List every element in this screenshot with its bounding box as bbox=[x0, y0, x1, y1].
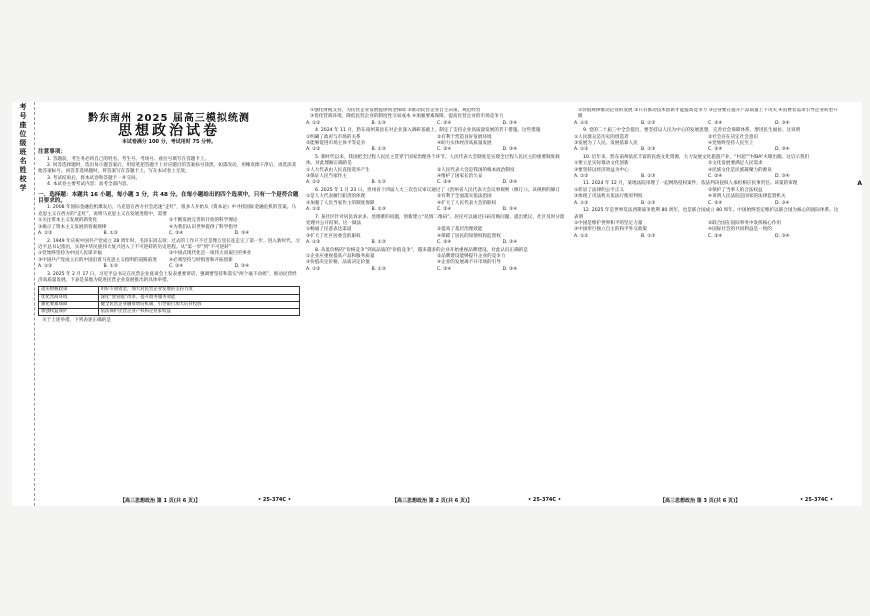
page-footer: 【高三思想政治 第 3 页(共 6 页)】 bbox=[660, 498, 741, 504]
page-code: • 25-374C • bbox=[528, 497, 562, 503]
option: ①人大代表由人民直接选举产生 bbox=[306, 167, 370, 173]
subject-title: 思想政治试卷 bbox=[118, 123, 220, 140]
question-stem: 9. 党的二十届三中全会提出，要坚持以人民为中心的发展思想，完善社会保障体系，增进民生福祉。这说明 bbox=[583, 128, 801, 134]
question-stem: 11. 2024 年 12 月，某地法院审理了一起网络侵权案件，依法判决侵权人承担相应民事责任。该案的审理 bbox=[583, 181, 798, 187]
gutter-char: 班 bbox=[19, 148, 27, 156]
gutter-char: 学 bbox=[19, 184, 27, 192]
answer-choice: D. ③④ bbox=[502, 266, 518, 272]
page-2-column bbox=[306, 108, 568, 496]
gutter-char: 姓 bbox=[19, 166, 27, 174]
page-1-column bbox=[38, 108, 300, 496]
option: ②品牌建设能够提升企业的竞争力 bbox=[437, 253, 506, 259]
page-footer: 【高三思想政治 第 2 页(共 6 页)】 bbox=[392, 498, 473, 504]
option: ①党始终坚持为中国人民谋幸福 bbox=[38, 251, 102, 257]
answer-choice: D. ③④ bbox=[775, 233, 790, 239]
answer-choice: B. ①③ bbox=[641, 174, 656, 180]
table-cell: 优化营商环境 bbox=[39, 294, 99, 301]
answer-choice: A. ①② bbox=[574, 200, 589, 206]
option: ②社会存在决定社会意识 bbox=[708, 134, 759, 140]
answer-choice: C. ②④ bbox=[708, 200, 723, 206]
question bbox=[306, 128, 568, 154]
measures-table bbox=[38, 286, 300, 316]
question-stem: 3. 2025 年 2 月 17 日，习近平总书记在民营企业座谈会上发表重要讲话，强调要坚持和落实“两个毫不动摇”，推动民营经济高质量发展。下表是某地为促进民营企业发展推出的具体举措。 bbox=[38, 271, 297, 283]
table-cell: 健全民营企业融资增信机制，引导银行加大信贷投放 bbox=[98, 301, 299, 308]
option: ④维护了国家长治久安 bbox=[437, 174, 483, 180]
option: ④国际社会的共同利益是一致的 bbox=[708, 227, 772, 233]
option: ④保障了居民的知情权和监督权 bbox=[437, 233, 501, 239]
notice-item: 3. 考试结束后，将本试卷和答题卡一并交回。 bbox=[47, 175, 141, 181]
answer-choice: D. ③④ bbox=[775, 174, 790, 180]
answer-choice: D. ③④ bbox=[502, 180, 518, 186]
page-3-column bbox=[574, 108, 842, 496]
table-cell: 加强权益保护 bbox=[39, 308, 99, 315]
exam-header bbox=[38, 113, 300, 145]
gutter-char: 名 bbox=[19, 157, 27, 165]
question-stem: 6. 2025 年 1 月 23 日，贵州省十四届人大三次会议审议通过了《贵州省人民代表大会议事规则（修订）》。该规则的修订 bbox=[315, 187, 560, 193]
gutter-char: 位 bbox=[19, 130, 27, 138]
gutter-char: 座 bbox=[19, 121, 27, 129]
answer-choice: C. ②④ bbox=[437, 240, 452, 246]
option: ④为我们认识世界提供了科学指导 bbox=[169, 224, 238, 230]
option-line: ①强化财税支持，为民营企业发展提供资金保障 ②推动民营企业自主决策，规范经营 bbox=[310, 108, 481, 113]
notice-item: 2. 回答选择题时，选出每小题答案后，用铅笔把答题卡上对应题目的答案标号涂黑。如需改动，用橡皮擦干净后，再选涂其他答案标号。回答非选择题时，将答案写在答题卡上。写在本试卷上无效。 bbox=[38, 163, 297, 175]
option: ②不断发展完善的开放的科学理论 bbox=[169, 218, 238, 224]
answer-choice: D. ③④ bbox=[775, 200, 790, 206]
answer-choice: A. ①② bbox=[306, 120, 321, 126]
question bbox=[574, 181, 842, 207]
question bbox=[38, 272, 300, 325]
answer-choice: B. ①③ bbox=[641, 233, 656, 239]
answer-choice: B. ①③ bbox=[103, 231, 118, 237]
option-line: ①价值规律推动企业的发展 ②只有推动技术创新才能提高竞争力 ③企业要在提升产品质量上下功夫 ④消费者需求引导企业转型升级 bbox=[578, 108, 838, 120]
table-cell: 用好专项资金，加大对民营企业发展的支持力度 bbox=[98, 287, 299, 294]
answer-choice: B. ①③ bbox=[371, 207, 386, 213]
option: ②人民代表大会是我国的根本政治制度 bbox=[437, 167, 515, 173]
question bbox=[306, 155, 568, 187]
answer-choice: C. ②④ bbox=[708, 147, 723, 153]
option: ①企业应重视提高产品和服务质量 bbox=[306, 253, 375, 259]
answer-choice: A. ①② bbox=[38, 264, 53, 270]
answer-choice: B. ①③ bbox=[371, 240, 386, 246]
answer-choice: A. ①② bbox=[574, 120, 589, 126]
option: ②联合国在国际事务中发挥核心作用 bbox=[708, 220, 782, 226]
option: ②保护了当事人的合法权益 bbox=[708, 187, 763, 193]
option: ①彰显了法律的公平正义 bbox=[574, 187, 625, 193]
option: ④助力实体经济高质量发展 bbox=[437, 141, 492, 147]
option: ②有利于营造良好发展环境 bbox=[437, 134, 492, 140]
answer-choice: B. ①③ bbox=[371, 120, 386, 126]
option: ①人民群众是历史的创造者 bbox=[574, 134, 629, 140]
answer-choice: B. ①③ bbox=[641, 120, 656, 126]
gutter-char: 号 bbox=[19, 112, 27, 120]
table-cell: 深化“放管服”改革，提升政务服务效能 bbox=[98, 294, 299, 301]
answer-choice: A. ①② bbox=[306, 207, 321, 213]
gutter-char: 考 bbox=[19, 103, 27, 111]
option: ④扩大了人民代表大会的职权 bbox=[437, 200, 497, 206]
answer-choice: A. ①② bbox=[306, 147, 321, 153]
answer-choice: C. ②④ bbox=[708, 120, 723, 126]
option: ③能够促进市场主体平等竞争 bbox=[306, 141, 366, 147]
binding-gutter bbox=[12, 102, 35, 506]
answer-choice: C. ②④ bbox=[437, 147, 452, 153]
section-heading: 一、选择题：本题共 16 小题，每小题 3 分，共 48 分。在每小题给出的四个选项中，只有一个是符合题目要求的。 bbox=[38, 191, 299, 205]
answer-choice: B. ①③ bbox=[103, 264, 118, 270]
option: ④说明人民法院是国家的法律监督机关 bbox=[708, 194, 786, 200]
question bbox=[306, 248, 568, 274]
option: ①关注资本主义发展的新变化 bbox=[38, 218, 98, 224]
notice-title: 注意事项： bbox=[38, 149, 66, 156]
answer-choice: D. ③④ bbox=[502, 207, 518, 213]
answer-choice: C. ②④ bbox=[437, 180, 452, 186]
answer-choice: C. ②④ bbox=[437, 266, 452, 272]
answer-choice: A. ①② bbox=[306, 266, 321, 272]
answer-choice: A. ①② bbox=[38, 231, 53, 237]
option: ④企业的发展离不开市场的引导 bbox=[437, 260, 501, 266]
answer-choice: A. ①② bbox=[574, 174, 589, 180]
option: ③加强了人民当家作主的制度保障 bbox=[306, 200, 375, 206]
option: ③价值决定价格，品质决定价值 bbox=[306, 260, 370, 266]
option: ③发展为了人民、发展依靠人民 bbox=[574, 141, 638, 147]
option: ③揭示了资本主义发展的客观规律 bbox=[38, 224, 107, 230]
question-stem: 5. 新时代以来，我国把全过程人民民主贯穿于国家治理各个环节。人民代表大会制度是实现全过程人民民主的重要制度载体。对此理解正确的是 bbox=[306, 154, 560, 167]
question-stem: 4. 2024 年 11 月，黔东南州某县在对企业深入调研基础上，制定了支持企业高质量发展的若干措施。这些措施 bbox=[315, 128, 541, 134]
answer-choice: C. ②④ bbox=[169, 264, 184, 270]
answer-choice: D. ③④ bbox=[234, 264, 250, 270]
answer-choice: C. ②④ bbox=[708, 174, 723, 180]
answer-choice: D. ③④ bbox=[502, 120, 518, 126]
school-title: 黔东南州 2025 届高三模拟统测 bbox=[88, 113, 250, 124]
table-row bbox=[39, 287, 300, 294]
question-stem: 2. 1949 年庆祝中国共产党成立 28 周年时，毛泽东同志说：过去的工作只不过是像万里长征走完了第一步。进入新时代，习近平总书记指出，实现中华民族伟大复兴进入了不可逆转的历史进程。从“第一步”到“不可逆转” bbox=[38, 238, 300, 250]
question-prompt: 关于上述举措，下列表述正确的是 bbox=[42, 318, 111, 324]
question bbox=[574, 208, 842, 240]
table-row bbox=[39, 308, 300, 315]
table-row bbox=[39, 294, 300, 301]
exam-info: 本试卷满分 100 分，考试用时 75 分钟。 bbox=[121, 138, 217, 145]
option: ②提高了基层治理效能 bbox=[437, 227, 483, 233]
page-footer: 【高三思想政治 第 1 页(共 6 页)】 bbox=[120, 498, 201, 504]
option: ①明确了政府与市场的关系 bbox=[306, 134, 361, 140]
answer-choice: C. ②④ bbox=[708, 233, 723, 239]
option: ①要立足实际推动文化创新 bbox=[574, 161, 629, 167]
option: ②文化发展要满足人民需求 bbox=[708, 161, 763, 167]
option: ①中国是维护世界和平的坚定力量 bbox=[574, 220, 643, 226]
table-cell: 落实财税政策 bbox=[39, 287, 99, 294]
answer-choice: A. ①② bbox=[574, 147, 589, 153]
question-stem: 7. 某社区针对居民诉求多、处理难的问题，创新建立“民情二维码”。居民可以通过扫码反映问题、提出建议，社区及时分派处理并公开结果。这一做法 bbox=[306, 214, 565, 226]
question bbox=[38, 205, 300, 237]
answer-choice: C. ②④ bbox=[169, 231, 184, 237]
option: ③中国共产党成立后的中国沿着马克思主义指明的道路前进 bbox=[38, 257, 157, 263]
option: ③要坚持以经济效益为中心 bbox=[574, 167, 629, 173]
question bbox=[574, 155, 842, 181]
table-cell: 强化要素保障 bbox=[39, 301, 99, 308]
option: ④民族文化是民族凝聚力的源泉 bbox=[708, 167, 772, 173]
question-stem: 1. 2008 年国际金融危机爆发后，马克思在西方社会迅速“走红”，很多人开始从《资本论》中寻找国际金融危机的答案。马克思主义在西方的“走红”，说明马克思主义在发展进程中，需要 bbox=[38, 205, 296, 217]
option: ④必须坚持与时俱进和开拓创新 bbox=[169, 257, 233, 263]
option: ③中国奉行独立自主的和平外交政策 bbox=[574, 227, 648, 233]
page-code: • 25-374C • bbox=[258, 497, 292, 503]
question-stem: 10. 近年来，黔东南州依托丰富的民族文化资源，大力发展文化旅游产业，“村超”“村BA”火爆出圈。这启示我们 bbox=[583, 154, 810, 160]
option: ③体现了司法机关依法行使审判权 bbox=[574, 194, 643, 200]
option: ④党始终坚持人民至上 bbox=[708, 141, 754, 147]
option: ②中国式现代化是一项伟大而艰巨的事业 bbox=[169, 251, 252, 257]
answer-choice: C. ②④ bbox=[437, 120, 452, 126]
option: ①畅通了民意表达渠道 bbox=[306, 227, 352, 233]
answer-choice: A. ①② bbox=[306, 240, 321, 246]
question bbox=[306, 188, 568, 214]
answer-choice: B. ①③ bbox=[641, 200, 656, 206]
answer-choice: B. ①③ bbox=[371, 180, 386, 186]
option: ①是人大代表履行职责的体现 bbox=[306, 194, 366, 200]
question-stem: 8. 从低价格的“价格竞争”到高品质的“价值竞争”，越来越多的企业开始重视品牌建设。对此认识正确的是 bbox=[315, 247, 528, 253]
table-row bbox=[39, 301, 300, 308]
table-cell: 依法保护民营企业产权和企业家权益 bbox=[98, 308, 299, 315]
question-stem: 12. 2025 年是世界反法西斯战争胜利 80 周年，也是联合国成立 80 周年。中国始终坚定维护以联合国为核心的国际体系。这表明 bbox=[574, 208, 839, 220]
edge-mark: A bbox=[857, 180, 862, 187]
answer-choice: D. ③④ bbox=[775, 120, 790, 126]
option-line: ③优化营商环境，降低民营企业的制度性交易成本 ④加强要素保障，提高民营企业的市场竞争力 bbox=[310, 114, 504, 120]
question bbox=[306, 215, 568, 247]
answer-choice: B. ①③ bbox=[641, 147, 656, 153]
answer-choice: B. ①③ bbox=[371, 147, 386, 153]
option: ③扩大了社区居委会的职权 bbox=[306, 233, 361, 239]
answer-choice: A. ①② bbox=[574, 233, 589, 239]
notice-item: 1. 答题前，考生务必将自己的姓名、考生号、考场号、座位号填写在答题卡上。 bbox=[47, 156, 210, 162]
answer-choice: B. ①③ bbox=[371, 266, 386, 272]
gutter-char: 级 bbox=[19, 139, 27, 147]
option: ③保证人民当家作主 bbox=[306, 174, 347, 180]
answer-choice: D. ③④ bbox=[234, 231, 250, 237]
question bbox=[574, 128, 842, 154]
notice-item: 4. 本试卷主要考试内容：高考全部内容。 bbox=[47, 182, 131, 188]
option: ②有利于全面落实依法治国 bbox=[437, 194, 492, 200]
gutter-char: 校 bbox=[19, 175, 27, 183]
answer-choice: D. ③④ bbox=[775, 147, 790, 153]
answer-choice: C. ②④ bbox=[437, 207, 452, 213]
page-code: • 25-374C • bbox=[800, 497, 834, 503]
answer-choice: D. ③④ bbox=[502, 240, 518, 246]
question bbox=[38, 239, 300, 271]
answer-choice: A. ①② bbox=[306, 180, 321, 186]
answer-choice: D. ③④ bbox=[502, 147, 518, 153]
